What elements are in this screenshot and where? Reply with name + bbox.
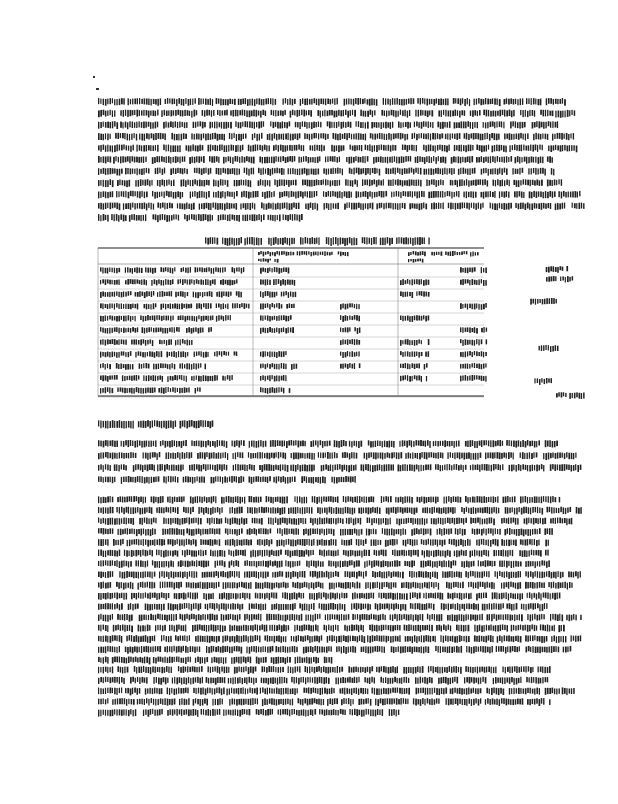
- table-cell-value: [460, 375, 487, 382]
- paragraph-3-line: [98, 635, 581, 643]
- table-cell-label: [100, 351, 237, 358]
- table-cell-value: [460, 327, 487, 334]
- paragraph-2-line: [98, 476, 356, 484]
- paragraph-3-line: [98, 517, 572, 525]
- paragraph-3-line: [98, 624, 565, 632]
- table-cell-label: [100, 363, 206, 370]
- paragraph-3-line: [98, 592, 560, 600]
- paragraph-1-line: [98, 202, 585, 210]
- paragraph-4-line: [98, 698, 551, 706]
- table-cell-value: [460, 363, 487, 369]
- table-cell-value: [400, 363, 428, 370]
- paragraph-3-line: [98, 582, 573, 590]
- paragraph-4-line: [98, 709, 399, 717]
- table-cell-value: [260, 315, 292, 321]
- margin-value: [556, 392, 585, 399]
- table-cell-label: [100, 327, 212, 334]
- table-cell-label: [100, 315, 231, 322]
- table-cell-value: [400, 279, 429, 286]
- page-mark: [93, 76, 95, 78]
- paragraph-4-line: [98, 666, 551, 674]
- paragraph-1-line: [98, 133, 574, 141]
- table-cell-label: [100, 279, 238, 286]
- table-cell-value: [400, 351, 429, 358]
- paragraph-1-line: [98, 179, 562, 187]
- paragraph-3-line: [98, 560, 550, 568]
- table-cell-label: [100, 339, 193, 346]
- table-cell-label: [100, 267, 244, 274]
- table-cell-value: [260, 291, 296, 298]
- table-subheader-cell: [408, 259, 423, 263]
- paragraph-1-line: [98, 110, 575, 118]
- paragraph-1-line: [98, 144, 577, 152]
- table-subheader-cell: [258, 258, 279, 262]
- table-cell-value: [340, 327, 360, 334]
- margin-value: [534, 378, 552, 385]
- paragraph-3-line: [98, 539, 549, 547]
- table-cell-value: [260, 375, 287, 382]
- table-cell-label: [100, 387, 201, 394]
- table-caption: [205, 237, 430, 246]
- table-cell-value: [460, 303, 487, 310]
- paragraph-2-line: [98, 440, 558, 448]
- paragraph-3-line: [98, 614, 582, 622]
- paragraph-2-line: [98, 464, 581, 472]
- table-cell-value: [340, 303, 360, 309]
- paragraph-3-line: [98, 646, 571, 654]
- margin-value: [530, 298, 557, 305]
- table-cell-value: [400, 375, 427, 382]
- paragraph-3-line: [98, 550, 549, 558]
- table-cell-value: [400, 291, 430, 298]
- paragraph-3-line: [98, 507, 582, 515]
- section-heading: [98, 420, 213, 429]
- table-cell-value: [260, 267, 289, 274]
- paragraph-4-line: [98, 677, 548, 685]
- paragraph-1-line: [98, 214, 303, 222]
- margin-value: [546, 276, 573, 282]
- table-cell-value: [400, 315, 429, 322]
- paragraph-1-line: [98, 168, 554, 176]
- table-cell-value: [260, 327, 294, 334]
- paragraph-3-line: [98, 657, 332, 665]
- page-mark: [96, 88, 99, 90]
- paragraph-3-line: [98, 603, 548, 611]
- table-cell-value: [460, 267, 487, 273]
- table-cell-value: [460, 339, 487, 346]
- paragraph-1-line: [98, 121, 558, 129]
- paragraph-4-line: [98, 687, 575, 695]
- table-cell-value: [460, 351, 487, 357]
- paragraph-1-line: [98, 98, 566, 106]
- table-cell-label: [100, 375, 233, 382]
- table-cell-value: [340, 363, 360, 369]
- table-cell-value: [260, 351, 287, 358]
- table-cell-value: [400, 339, 429, 346]
- table-header-cell: [258, 251, 349, 256]
- paragraph-1-line: [98, 156, 553, 164]
- table-cell-value: [260, 303, 295, 309]
- paragraph-3-line: [98, 571, 581, 579]
- table-cell-value: [260, 387, 290, 394]
- margin-value: [539, 345, 559, 352]
- paragraph-1-line: [98, 191, 581, 199]
- table-cell-value: [340, 339, 360, 345]
- table-cell-value: [260, 279, 295, 286]
- table-cell-value: [340, 315, 360, 322]
- paragraph-3-line: [98, 528, 553, 536]
- table-cell-label: [100, 291, 242, 298]
- table-cell-value: [340, 351, 360, 358]
- margin-value: [546, 266, 568, 273]
- table-header-cell: [408, 251, 479, 257]
- table-cell-label: [100, 303, 250, 310]
- paragraph-3-line: [98, 496, 560, 504]
- table-cell-value: [460, 279, 487, 286]
- paragraph-2-line: [98, 452, 577, 460]
- table-cell-value: [260, 363, 297, 370]
